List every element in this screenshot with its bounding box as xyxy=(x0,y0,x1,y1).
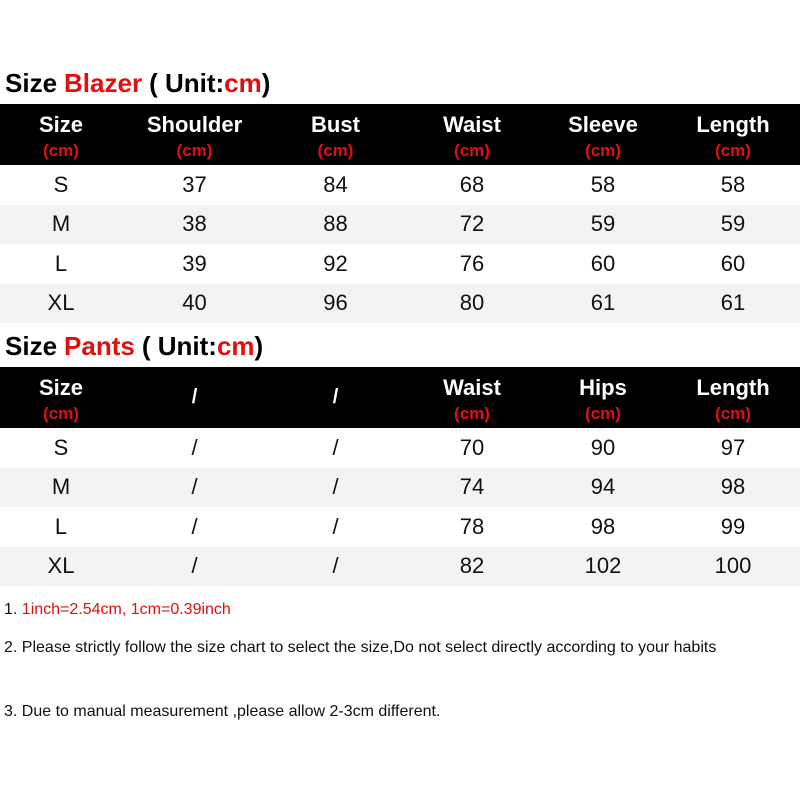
header-unit: (cm) xyxy=(715,141,751,160)
cell-bust: 84 xyxy=(323,171,348,197)
header-size: Size (cm) xyxy=(38,112,84,160)
header-unit: (cm) xyxy=(43,404,79,423)
cell-length: 98 xyxy=(720,474,746,500)
title-paren-close: ) xyxy=(261,68,271,98)
cell-waist: 76 xyxy=(459,250,485,276)
cell-empty: / xyxy=(191,474,198,500)
cell-hips: 94 xyxy=(590,474,616,500)
header-length: Length (cm) xyxy=(696,112,770,160)
cell-shoulder: 39 xyxy=(182,250,207,276)
cell-hips: 90 xyxy=(590,434,616,460)
cell-sleeve: 61 xyxy=(590,290,616,316)
title-prefix: Size xyxy=(5,68,58,98)
header-hips: Hips (cm) xyxy=(579,375,627,423)
note-conversion-text: 1inch=2.54cm, 1cm=0.39inch xyxy=(21,601,231,618)
cell-shoulder: 40 xyxy=(182,290,207,316)
table-header-row xyxy=(0,367,800,428)
cell-size: M xyxy=(51,474,71,500)
note-follow-chart: 2. Please strictly follow the size chart to select the size,Do not select directly according to your habits xyxy=(4,639,717,656)
header-size: Size (cm) xyxy=(38,375,84,423)
cell-empty: / xyxy=(332,474,339,500)
cell-size: L xyxy=(54,250,68,276)
cell-hips: 102 xyxy=(584,553,622,579)
cell-waist: 70 xyxy=(459,434,485,460)
header-unit: (cm) xyxy=(176,141,213,160)
header-length: Length (cm) xyxy=(696,375,770,423)
header-bust: Bust (cm) xyxy=(311,112,360,160)
table-row xyxy=(0,284,800,324)
cell-sleeve: 58 xyxy=(590,171,616,197)
table-header-row xyxy=(0,104,800,165)
title-prefix: Size xyxy=(5,331,58,361)
header-empty-2: / xyxy=(332,386,339,408)
table-row xyxy=(0,205,800,245)
cell-bust: 88 xyxy=(323,211,348,237)
cell-length: 97 xyxy=(720,434,746,460)
cell-length: 99 xyxy=(720,513,746,539)
header-unit: (cm) xyxy=(454,141,490,160)
cell-size: M xyxy=(51,211,71,237)
cell-empty: / xyxy=(191,513,198,539)
title-unit: cm xyxy=(216,331,255,361)
cell-empty: / xyxy=(332,513,339,539)
cell-bust: 92 xyxy=(323,250,348,276)
cell-length: 61 xyxy=(720,290,746,316)
table-row xyxy=(0,547,800,587)
header-unit: (cm) xyxy=(317,141,354,160)
header-unit: (cm) xyxy=(585,404,621,423)
cell-length: 60 xyxy=(720,250,746,276)
title-paren-open: ( Unit: xyxy=(149,68,225,98)
cell-empty: / xyxy=(191,553,198,579)
title-paren-close: ) xyxy=(254,331,264,361)
cell-empty: / xyxy=(191,434,198,460)
note-conversion xyxy=(4,598,794,621)
cell-length: 100 xyxy=(714,553,752,579)
header-empty-1: / xyxy=(191,386,198,408)
pants-size-title xyxy=(5,331,263,362)
cell-hips: 98 xyxy=(590,513,616,539)
table-row xyxy=(0,428,800,468)
cell-size: S xyxy=(53,434,69,460)
cell-size: L xyxy=(54,513,68,539)
cell-size: S xyxy=(53,171,69,197)
cell-size: XL xyxy=(47,290,75,316)
cell-waist: 82 xyxy=(459,553,485,579)
header-unit: (cm) xyxy=(43,141,79,160)
blazer-size-table xyxy=(0,104,800,323)
cell-bust: 96 xyxy=(323,290,348,316)
cell-sleeve: 60 xyxy=(590,250,616,276)
cell-waist: 68 xyxy=(459,171,485,197)
title-unit: cm xyxy=(224,68,262,98)
table-row xyxy=(0,244,800,284)
cell-shoulder: 38 xyxy=(182,211,207,237)
cell-empty: / xyxy=(332,434,339,460)
note-measurement: 3. Due to manual measurement ,please allow 2-3cm different. xyxy=(4,703,441,720)
table-row xyxy=(0,468,800,508)
header-unit: (cm) xyxy=(715,404,751,423)
blazer-size-title xyxy=(5,68,270,99)
note-number: 1. xyxy=(4,601,22,618)
header-unit: (cm) xyxy=(585,141,621,160)
table-row xyxy=(0,165,800,205)
cell-length: 58 xyxy=(720,171,746,197)
cell-waist: 80 xyxy=(459,290,485,316)
pants-size-table xyxy=(0,367,800,586)
cell-size: XL xyxy=(47,553,75,579)
title-paren-open: ( Unit: xyxy=(141,331,217,361)
cell-shoulder: 37 xyxy=(182,171,207,197)
header-sleeve: Sleeve (cm) xyxy=(568,112,638,160)
table-row xyxy=(0,507,800,547)
cell-waist: 74 xyxy=(459,474,485,500)
header-waist: Waist (cm) xyxy=(443,112,501,160)
title-item: Blazer xyxy=(64,68,143,98)
cell-waist: 78 xyxy=(459,513,485,539)
title-item: Pants xyxy=(64,331,135,361)
cell-empty: / xyxy=(332,553,339,579)
cell-length: 59 xyxy=(720,211,746,237)
cell-sleeve: 59 xyxy=(590,211,616,237)
header-unit: (cm) xyxy=(454,404,490,423)
header-waist: Waist (cm) xyxy=(443,375,501,423)
cell-waist: 72 xyxy=(459,211,485,237)
header-shoulder: Shoulder (cm) xyxy=(146,112,243,160)
